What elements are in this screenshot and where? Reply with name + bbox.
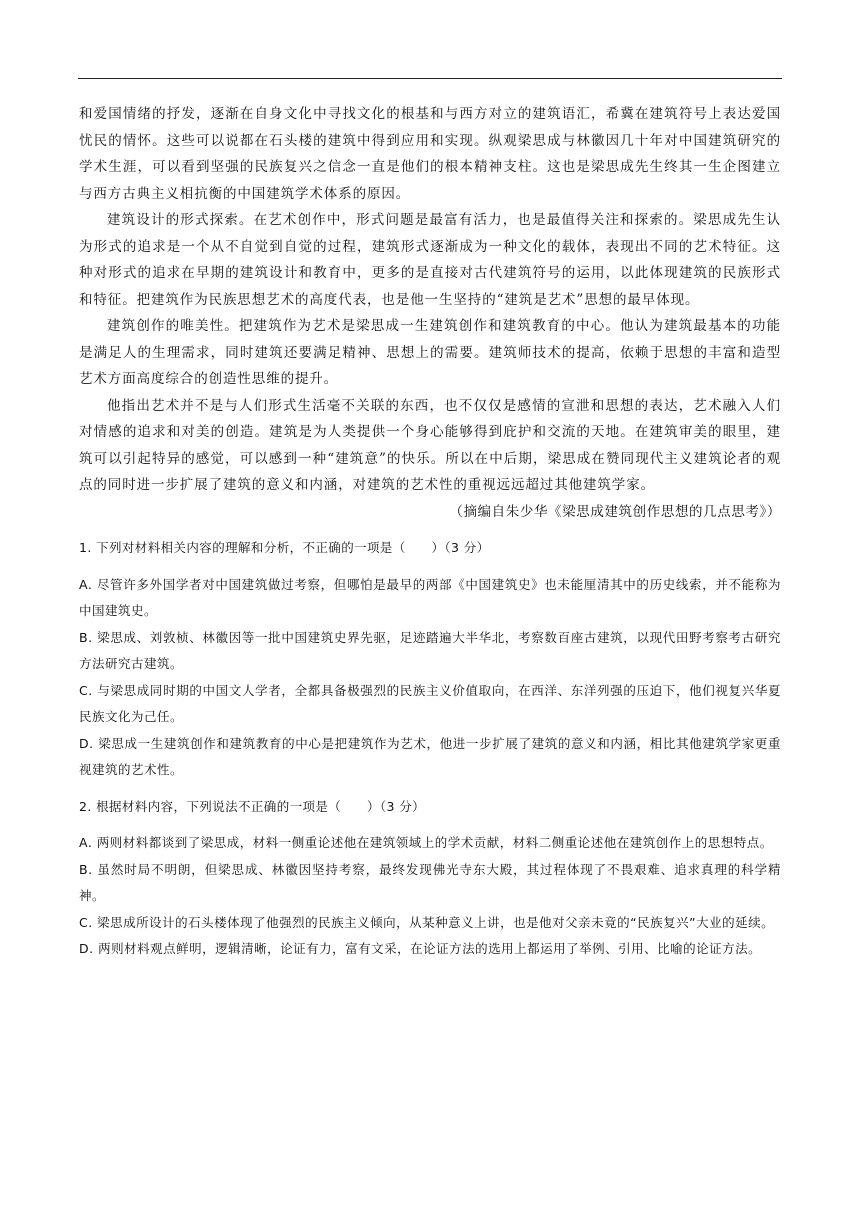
passage-paragraph: 建筑创作的唯美性。把建筑作为艺术是梁思成一生建筑创作和建筑教育的中心。他认为建筑最基本的功能是满足人的生理需求，同时建筑还要满足精神、思想上的需要。建筑师技术的提高，依赖于思想的丰富和造型艺术方面高度综合的创造性思维的提升。 [79, 318, 781, 387]
passage-paragraph: 和爱国情绪的抒发，逐渐在自身文化中寻找文化的根基和与西方对立的建筑语汇，希冀在建筑符号上表达爱国忧民的情怀。这些可以说都在石头楼的建筑中得到应用和实现。纵观梁思成与林徽因几十年对中国建筑研究的学术生涯，可以看到坚强的民族复兴之信念一直是他们的根本精神支柱。这也是梁思成先生终其一生企图建立与西方古典主义相抗衡的中国建筑学术体系的原因。 [79, 106, 781, 202]
question-stem: 1. 下列对材料相关内容的理解和分析，不正确的一项是（ ）（3 分） [79, 540, 490, 555]
question-1 [79, 535, 781, 784]
document-body [79, 101, 781, 963]
option-b: B. 梁思成、刘敦桢、林徽因等一批中国建筑史界先驱，足迹踏遍大半华北，考察数百座古建筑，以现代田野考察考古研究方法研究古建筑。 [79, 629, 781, 671]
question-2 [79, 794, 781, 963]
option-d: D. 两则材料观点鲜明，逻辑清晰，论证有力，富有文采，在论证方法的选用上都运用了举例、引用、比喻的论证方法。 [79, 941, 762, 956]
passage-source: （摘编自朱少华《梁思成建筑创作思想的几点思考》） [449, 503, 781, 520]
passage-paragraph: 建筑设计的形式探索。在艺术创作中，形式问题是最富有活力，也是最值得关注和探索的。梁思成先生认为形式的追求是一个从不自觉到自觉的过程，建筑形式逐渐成为一种文化的载体，表现出不同的艺术特征。这种对形式的追求在早期的建筑设计和教育中，更多的是直接对古代建筑符号的运用，以此体现建筑的民族形式和特征。把建筑作为民族思想艺术的高度代表，也是他一生坚持的“建筑是艺术”思想的最早体现。 [79, 212, 781, 308]
passage-paragraph: 他指出艺术并不是与人们形式生活毫不关联的东西，也不仅仅是感情的宣泄和思想的表达，艺术融入人们对情感的追求和对美的创造。建筑是为人类提供一个身心能够得到庇护和交流的天地。在建筑审美的眼里，建筑可以引起特异的感觉，可以感到一种“建筑意”的快乐。所以在中后期，梁思成在赞同现代主义建筑论者的观点的同时进一步扩展了建筑的意义和内涵，对建筑的艺术性的重视远远超过其他建筑学家。 [79, 397, 781, 493]
option-d: D. 梁思成一生建筑创作和建筑教育的中心是把建筑作为艺术，他进一步扩展了建筑的意义和内涵，相比其他建筑学家更重视建筑的艺术性。 [79, 735, 781, 777]
header-rule [78, 78, 782, 79]
option-c: C. 梁思成所设计的石头楼体现了他强烈的民族主义倾向，从某种意义上讲，也是他对父亲未竟的“民族复兴”大业的延续。 [79, 914, 775, 930]
option-a: A. 尽管许多外国学者对中国建筑做过考察，但哪怕是最早的两部《中国建筑史》也未能厘清其中的历史线索，并不能称为中国建筑史。 [79, 576, 781, 618]
question-stem: 2. 根据材料内容，下列说法不正确的一项是（ ）（3 分） [79, 798, 426, 814]
option-c: C. 与梁思成同时期的中国文人学者，全都具备极强烈的民族主义价值取向，在西洋、东洋列强的压迫下，他们视复兴华夏民族文化为己任。 [79, 682, 781, 724]
option-a: A. 两则材料都谈到了梁思成，材料一侧重论述他在建筑领域上的学术贡献，材料二侧重论述他在建筑创作上的思想特点。 [79, 835, 773, 850]
option-b: B. 虽然时局不明朗，但梁思成、林徽因坚持考察，最终发现佛光寺东大殿，其过程体现了不畏艰难、追求真理的科学精神。 [79, 861, 781, 903]
